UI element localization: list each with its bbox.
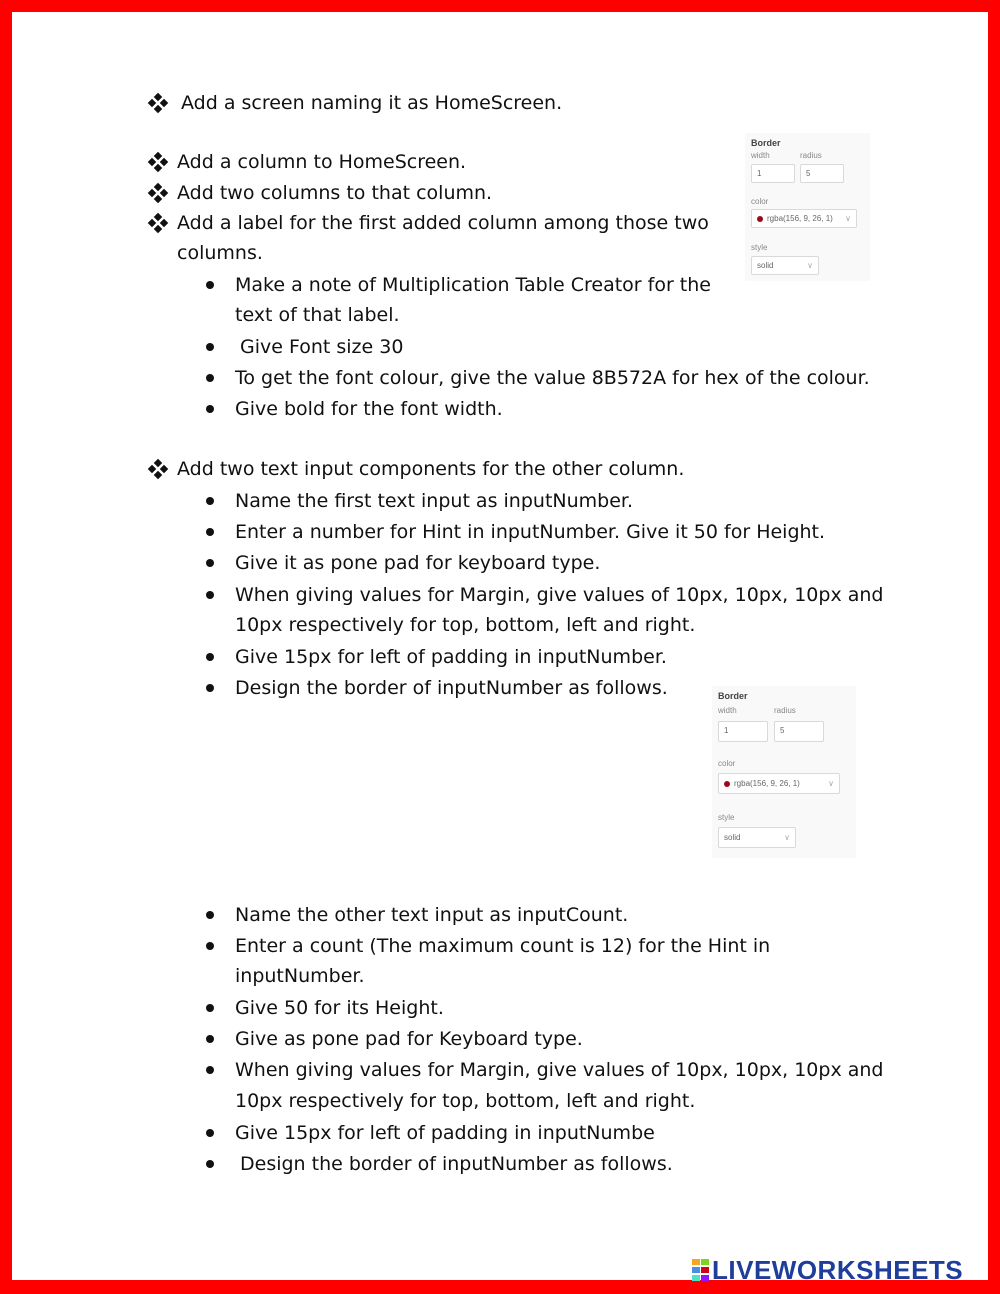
bullet-icon: [206, 559, 214, 567]
step-text: Add a label for the first added column among those two: [177, 212, 709, 234]
substep-text: Enter a number for Hint in inputNumber. Give it 50 for Height.: [235, 521, 826, 543]
step-text: Add a screen naming it as HomeScreen.: [181, 92, 563, 114]
substep-text: Name the first text input as inputNumber.: [235, 490, 634, 512]
radius-label: radius: [774, 706, 796, 715]
diamond-bullet-icon: [149, 94, 167, 112]
bullet-icon: [206, 343, 214, 351]
logo-text: LIVEWORKSHEETS: [712, 1255, 964, 1285]
substep-text: When giving values for Margin, give values of 10px, 10px, 10px and: [235, 1059, 884, 1081]
width-label: width: [751, 151, 770, 160]
substep-text: 10px respectively for top, bottom, left and right.: [235, 1090, 696, 1112]
bullet-icon: [206, 591, 214, 599]
border-radius-input[interactable]: 5: [800, 164, 844, 183]
border-width-input[interactable]: 1: [718, 721, 768, 742]
bullet-icon: [206, 1066, 214, 1074]
chevron-down-icon: ∨: [845, 214, 851, 223]
step-text: Add two text input components for the other column.: [177, 458, 685, 480]
color-swatch-icon: [724, 781, 730, 787]
chevron-down-icon: ∨: [828, 779, 834, 788]
border-color-select[interactable]: [751, 209, 857, 228]
diamond-bullet-icon: [149, 460, 167, 478]
bullet-icon: [206, 497, 214, 505]
logo-tiles-icon: [692, 1259, 710, 1281]
substep-text: Make a note of Multiplication Table Creator for the: [235, 274, 711, 296]
border-style-select[interactable]: [718, 827, 796, 848]
liveworksheets-logo: [692, 1256, 992, 1284]
color-value: rgba(156, 9, 26, 1): [734, 779, 800, 788]
bullet-icon: [206, 528, 214, 536]
color-label: color: [718, 759, 736, 768]
border-width-input[interactable]: 1: [751, 164, 795, 183]
step-text: Add two columns to that column.: [177, 182, 493, 204]
bullet-icon: [206, 374, 214, 382]
diamond-bullet-icon: [149, 153, 167, 171]
bullet-icon: [206, 281, 214, 289]
bullet-icon: [206, 1129, 214, 1137]
radius-label: radius: [800, 151, 822, 160]
style-label: style: [718, 813, 735, 822]
step-text: columns.: [177, 242, 263, 264]
substep-text: inputNumber.: [235, 965, 365, 987]
bullet-icon: [206, 653, 214, 661]
step-text: Add a column to HomeScreen.: [177, 151, 467, 173]
border-title: Border: [751, 138, 781, 148]
bullet-icon: [206, 1035, 214, 1043]
bullet-icon: [206, 1160, 214, 1168]
width-label: width: [718, 706, 737, 715]
border-style-select[interactable]: [751, 256, 819, 275]
diamond-bullet-icon: [149, 184, 167, 202]
substep-text: Give 15px for left of padding in inputNumber.: [235, 646, 667, 668]
bullet-icon: [206, 942, 214, 950]
border-radius-input[interactable]: 5: [774, 721, 824, 742]
substep-text: To get the font colour, give the value 8B572A for hex of the colour.: [235, 367, 870, 389]
diamond-bullet-icon: [149, 214, 167, 232]
color-swatch-icon: [757, 216, 763, 222]
bullet-icon: [206, 1004, 214, 1012]
substep-text: Design the border of inputNumber as follows.: [240, 1153, 673, 1175]
substep-text: Give as pone pad for Keyboard type.: [235, 1028, 583, 1050]
substep-text: Give 15px for left of padding in inputNumbe: [235, 1122, 655, 1144]
border-settings-panel: [712, 686, 856, 858]
color-value: rgba(156, 9, 26, 1): [767, 214, 833, 223]
substep-text: Give bold for the font width.: [235, 398, 503, 420]
substep-text: Give 50 for its Height.: [235, 997, 444, 1019]
style-value: solid: [724, 833, 741, 842]
substep-text: Name the other text input as inputCount.: [235, 904, 629, 926]
substep-text: Design the border of inputNumber as follows.: [235, 677, 668, 699]
bullet-icon: [206, 405, 214, 413]
border-color-select[interactable]: [718, 773, 840, 794]
substep-text: Enter a count (The maximum count is 12) for the Hint in: [235, 935, 771, 957]
color-label: color: [751, 197, 769, 206]
border-settings-panel: [745, 133, 870, 281]
bullet-icon: [206, 911, 214, 919]
substep-text: Give Font size 30: [240, 336, 404, 358]
border-title: Border: [718, 691, 748, 701]
substep-text: When giving values for Margin, give values of 10px, 10px, 10px and: [235, 584, 884, 606]
style-value: solid: [757, 261, 774, 270]
chevron-down-icon: ∨: [807, 261, 813, 270]
substep-text: text of that label.: [235, 304, 400, 326]
chevron-down-icon: ∨: [784, 833, 790, 842]
style-label: style: [751, 243, 768, 252]
substep-text: 10px respectively for top, bottom, left and right.: [235, 614, 696, 636]
substep-text: Give it as pone pad for keyboard type.: [235, 552, 601, 574]
bullet-icon: [206, 684, 214, 692]
